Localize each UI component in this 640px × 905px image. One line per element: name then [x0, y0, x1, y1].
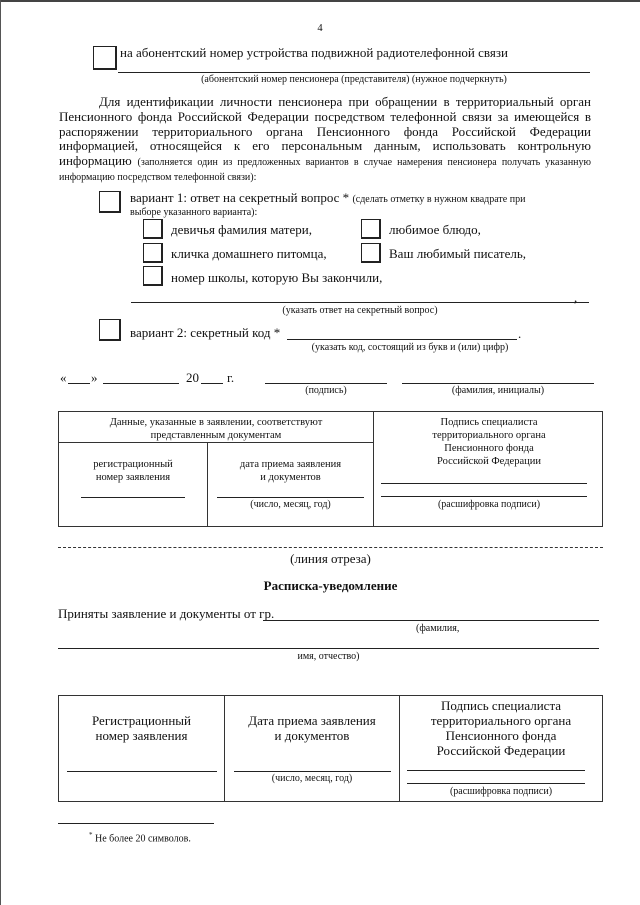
table1-reg-number-input[interactable]: [81, 497, 185, 498]
table1-row-divider: [59, 442, 373, 443]
variant1-label-line: [130, 190, 525, 207]
signature-hint: (подпись): [305, 385, 347, 396]
month-input-line[interactable]: [103, 383, 179, 384]
table1-header: [59, 416, 373, 442]
accepted-from-label: Приняты заявление и документы от гр.: [58, 606, 275, 621]
secret-code-input-line[interactable]: [287, 339, 517, 340]
table1-date-input[interactable]: [217, 497, 364, 498]
date-open-quote: «: [60, 370, 67, 385]
page-number: 4: [317, 23, 323, 34]
mobile-option-label: на абонентский номер устройства подвижной радиотелефонной связи: [120, 45, 508, 60]
table1-date-hint: (число, месяц, год): [250, 499, 331, 510]
option-school-number-checkbox[interactable]: [143, 266, 163, 286]
verification-table: [58, 411, 603, 527]
table2-signature-decode-input[interactable]: [407, 783, 585, 784]
identification-paragraph: [59, 95, 591, 184]
table1-subcol-divider: [207, 442, 208, 526]
variant2-checkbox[interactable]: [99, 319, 121, 341]
option-mother-maiden-name: девичья фамилия матери,: [171, 222, 312, 237]
table2-date-line1: Дата приема заявления: [248, 713, 376, 728]
option-favorite-dish: любимое блюдо,: [389, 222, 481, 237]
footnote-marker: *: [89, 831, 93, 839]
receipt-title: Расписка-уведомление: [263, 578, 398, 593]
table2-reg-number-label: [59, 713, 224, 743]
option-favorite-writer: Ваш любимый писатель,: [389, 246, 527, 261]
option-favorite-dish-checkbox[interactable]: [361, 219, 381, 239]
cut-line: [58, 547, 603, 548]
scan-border-top: [0, 0, 640, 2]
name-initials-hint: (фамилия, инициалы): [451, 385, 545, 396]
variant2-label: вариант 2: секретный код *: [130, 325, 281, 340]
table2-sign-line2: территориального органа: [430, 713, 572, 728]
table1-reg-line1: регистрационный: [93, 459, 173, 470]
date-close-quote: »: [91, 370, 98, 385]
mobile-number-input-line[interactable]: [118, 72, 590, 73]
table1-sign-line3: Пенсионного фонда: [444, 443, 534, 454]
table2-sign-line3: Пенсионного фонда: [445, 728, 557, 743]
variant1-label: вариант 1: ответ на секретный вопрос *: [130, 190, 350, 205]
table1-sign-line1: Подпись специалиста: [440, 417, 538, 428]
surname-hint: (фамилия,: [416, 623, 460, 634]
scan-border-left: [0, 0, 1, 905]
table2-date-hint: (число, месяц, год): [271, 773, 353, 784]
footnote-separator: [58, 823, 214, 824]
table2-date-line2: и документов: [274, 728, 350, 743]
receipt-table: [58, 695, 603, 802]
footnote: [89, 829, 191, 845]
table2-col-divider-1: [224, 696, 225, 801]
year-suffix: г.: [227, 370, 235, 385]
table2-reg-line1: Регистрационный: [91, 713, 192, 728]
table1-date-line2: и документов: [260, 472, 321, 483]
table2-signature-input[interactable]: [407, 770, 585, 771]
secret-code-hint: (указать код, состоящий из букв и (или) цифр): [311, 342, 509, 353]
identification-main-text: Для идентификации личности пенсионера при обращении в территориальный орган Пенсионного фонда Российской Федерации посредством телефонной связи за имеющейся в распоряжении территориального органа Пенсионного фонда Российской Федерации информацией, относящейся к его персональным данным, использовать контрольную информацию: [59, 94, 591, 169]
table1-sign-line2: территориального органа: [432, 430, 546, 441]
table1-header-line2: представленным документам: [150, 430, 282, 441]
table2-reg-number-input[interactable]: [67, 771, 217, 772]
name-initials-input-line[interactable]: [402, 383, 594, 384]
year-prefix: 20: [186, 370, 199, 385]
secret-answer-hint: (указать ответ на секретный вопрос): [282, 305, 438, 316]
cut-line-label: (линия отреза): [290, 551, 371, 566]
option-school-number: номер школы, которую Вы закончили,: [171, 270, 383, 285]
variant1-note-cont: выборе указанного варианта):: [130, 207, 258, 218]
table1-signature-input[interactable]: [381, 483, 587, 484]
table1-reg-number-label: [59, 458, 207, 484]
option-pet-name: кличка домашнего питомца,: [171, 246, 327, 261]
secret-answer-input-line[interactable]: [131, 302, 589, 303]
footnote-text: Не более 20 символов.: [95, 833, 191, 845]
option-pet-name-checkbox[interactable]: [143, 243, 163, 263]
table1-reg-line2: номер заявления: [95, 472, 171, 483]
day-input-line[interactable]: [68, 383, 90, 384]
table1-header-line1: Данные, указанные в заявлении, соответствуют: [109, 417, 323, 428]
year-input-line[interactable]: [201, 383, 223, 384]
full-name-hint: имя, отчество): [297, 651, 360, 662]
table1-signature-label: [374, 416, 604, 468]
table1-signature-decode-input[interactable]: [381, 496, 587, 497]
option-favorite-writer-checkbox[interactable]: [361, 243, 381, 263]
table1-date-line1: дата приема заявления: [239, 459, 342, 470]
table1-date-label: [208, 458, 373, 484]
option-mother-maiden-name-checkbox[interactable]: [143, 219, 163, 239]
table2-date-label: [225, 713, 399, 743]
table2-sign-line1: Подпись специалиста: [440, 698, 562, 713]
comma-mark: ,: [574, 290, 578, 305]
variant1-note: (сделать отметку в нужном квадрате при: [352, 194, 526, 205]
variant1-checkbox[interactable]: [99, 191, 121, 213]
identification-note: (заполняется один из предложенных вариантов в случае намерения пенсионера получать указанную информацию посредством телефонной связи):: [59, 157, 591, 184]
table2-signature-hint: (расшифровка подписи): [449, 786, 553, 797]
mobile-number-hint: (абонентский номер пенсионера (представителя) (нужное подчеркнуть): [201, 74, 507, 85]
table2-signature-label: [400, 698, 602, 758]
table1-signature-hint: (расшифровка подписи): [437, 499, 541, 510]
full-name-input-line[interactable]: [58, 648, 599, 649]
table2-sign-line4: Российской Федерации: [436, 743, 566, 758]
signature-input-line[interactable]: [265, 383, 387, 384]
mobile-number-checkbox[interactable]: [93, 46, 117, 70]
table2-date-input[interactable]: [234, 771, 391, 772]
table1-sign-line4: Российской Федерации: [437, 456, 541, 467]
table2-reg-line2: номер заявления: [95, 728, 188, 743]
surname-input-line[interactable]: [263, 620, 599, 621]
period-mark: .: [518, 326, 522, 341]
